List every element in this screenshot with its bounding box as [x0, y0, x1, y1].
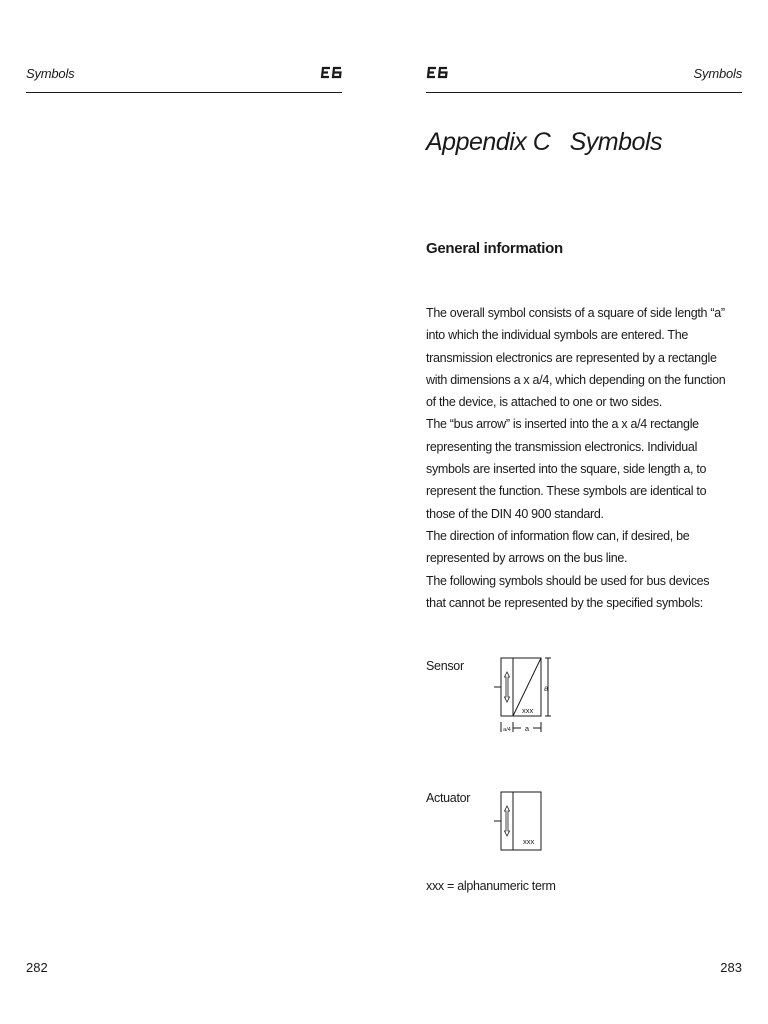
sensor-symbol	[492, 655, 556, 739]
sensor-label: Sensor	[426, 659, 464, 673]
right-page	[384, 0, 768, 1024]
page-number: 282	[26, 960, 48, 975]
sensor-term: xxx	[522, 706, 534, 715]
actuator-symbol	[492, 789, 556, 855]
section-heading: General information	[426, 240, 563, 257]
header-rule	[26, 92, 342, 93]
paragraph: The “bus arrow” is inserted into the a x a/4 rectangle representing the transmission electronics. Individual symbols are inserted into the square, side length a, to represent the function. These symbols are identical to those of the DIN 40 900 standard.	[426, 417, 707, 521]
actuator-term: xxx	[523, 837, 535, 846]
dimension-side-label: a	[544, 684, 549, 693]
body-text	[426, 302, 726, 614]
paragraph: The direction of information flow can, if desired, be represented by arrows on the bus line.	[426, 528, 690, 566]
eib-logo-icon	[426, 66, 448, 79]
legend-text: xxx = alphanumeric term	[426, 879, 556, 893]
header-rule	[426, 92, 742, 93]
actuator-label: Actuator	[426, 791, 471, 805]
running-head: Symbols	[26, 66, 75, 81]
page-number: 283	[720, 960, 742, 975]
dimension-quarter-label: a/4	[503, 727, 511, 733]
eib-logo-icon	[320, 66, 342, 79]
paragraph: The overall symbol consists of a square of side length “a” into which the individual symbols are entered. The transmission electronics are represented by a rectangle with dimensions a x a/4, which depending on the function of the device, is attached to one or two sides.	[426, 306, 726, 410]
running-head: Symbols	[693, 66, 742, 81]
page-title: Appendix C Symbols	[426, 128, 662, 156]
paragraph: The following symbols should be used for bus devices that cannot be represented by the specified symbols:	[426, 573, 710, 610]
dimension-width-label: a	[524, 724, 530, 733]
